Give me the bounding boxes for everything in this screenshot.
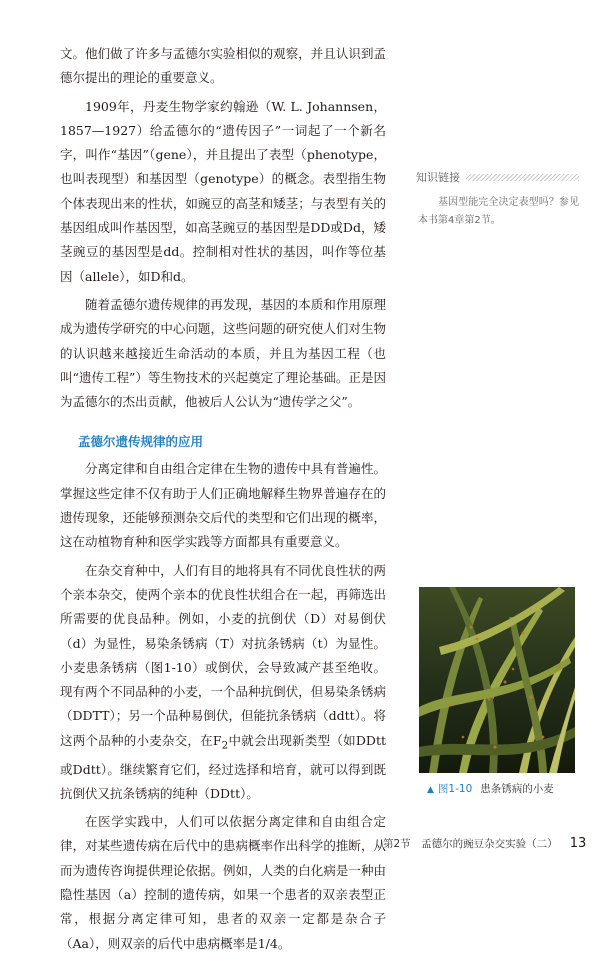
- figure-number: 图1-10: [437, 783, 473, 795]
- figure-caption-text: 患条锈病的小麦: [480, 783, 554, 795]
- paragraph-5: [60, 559, 386, 806]
- page-number: 13: [569, 836, 587, 851]
- paragraph-1: 文。他们做了许多与孟德尔实验相似的观察，并且认识到孟德尔提出的理论的重要意义。: [60, 46, 386, 86]
- f2-subscript: 2: [221, 739, 229, 752]
- main-text-column: [60, 42, 386, 956]
- paragraph-5-part2: 中就会出现新类型（如DDtt或Ddtt）。继续繁育它们，经过选择和培育，就可以得到既抗倒伏又抗条锈病的纯种（DDtt）。: [60, 732, 386, 801]
- figure-caption: [427, 781, 554, 796]
- knowledge-link-title: 知识链接: [416, 171, 460, 184]
- knowledge-link-header: [404, 168, 579, 186]
- wheat-leaves-illustration: [419, 587, 575, 773]
- hatched-divider: [466, 174, 579, 181]
- section-heading: 孟德尔遗传规律的应用: [78, 434, 204, 450]
- knowledge-link-text: 基因型能完全决定表型吗？参见本书第4章第2节。: [418, 197, 579, 226]
- paragraph-3: 随着孟德尔遗传规律的再发现，基因的本质和作用原理成为遗传学研究的中心问题，这些问题的研究使人们对生物的认识越来越接近生命活动的本质，并且为基因工程（也叫“遗传工程”）等生物技术的兴起奠定了理论基础。正是因为孟德尔的杰出贡献，他被后人公认为“遗传学之父”。: [60, 296, 386, 410]
- footer-section-title: 第2节 孟德尔的豌豆杂交实验（二）: [383, 838, 558, 850]
- paragraph-2: 1909年，丹麦生物学家约翰逊（W. L. Johannsen，1857—1927）给孟德尔的“遗传因子”一词起了一个新名字，叫作“基因”（gene），并且提出了表型（phenotype，也叫表现型）和基因型（genotype）的概念。表型指生物个体表现出来的性状，如豌豆的高茎和矮茎；与表型有关的基因组成叫作基因型，如高茎豌豆的基因型是DD或Dd，矮茎豌豆的基因型是dd。控制相对性状的基因，叫作等位基因（allele），如D和d。: [60, 98, 386, 284]
- page-footer: [383, 836, 586, 851]
- wheat-rust-photo: [419, 587, 575, 773]
- knowledge-link-box: [404, 168, 579, 230]
- caption-triangle-icon: ▲: [427, 785, 434, 795]
- paragraph-5-part1: 在杂交育种中，人们有目的地将具有不同优良性状的两个亲本杂交，使两个亲本的优良性状组合在一起，再筛选出所需要的优良品种。例如，小麦的抗倒伏（D）对易倒伏（d）为显性，易染条锈病（T）对抗条锈病（t）为显性。小麦患条锈病（图1-10）或倒伏，会导致减产甚至绝收。现有两个不同品种的小麦，一个品种抗倒伏，但易染条锈病（DDTT）；另一个品种易倒伏，但能抗条锈病（ddtt）。将这两个品种的小麦杂交，在F: [60, 562, 386, 748]
- paragraph-4: 分离定律和自由组合定律在生物的遗传中具有普遍性。掌握这些定律不仅有助于人们正确地解释生物界普遍存在的遗传现象，还能够预测杂交后代的类型和它们出现的概率，这在动植物育种和医学实践等方面都具有重要意义。: [60, 461, 386, 550]
- paragraph-6: 在医学实践中，人们可以依据分离定律和自由组合定律，对某些遗传病在后代中的患病概率作出科学的推断，从而为遗传咨询提供理论依据。例如，人类的白化病是一种由隐性基因（a）控制的遗传病，如果一个患者的双亲表型正常，根据分离定律可知，患者的双亲一定都是杂合子（Aa），则双亲的后代中患病概率是1/4。: [60, 814, 386, 951]
